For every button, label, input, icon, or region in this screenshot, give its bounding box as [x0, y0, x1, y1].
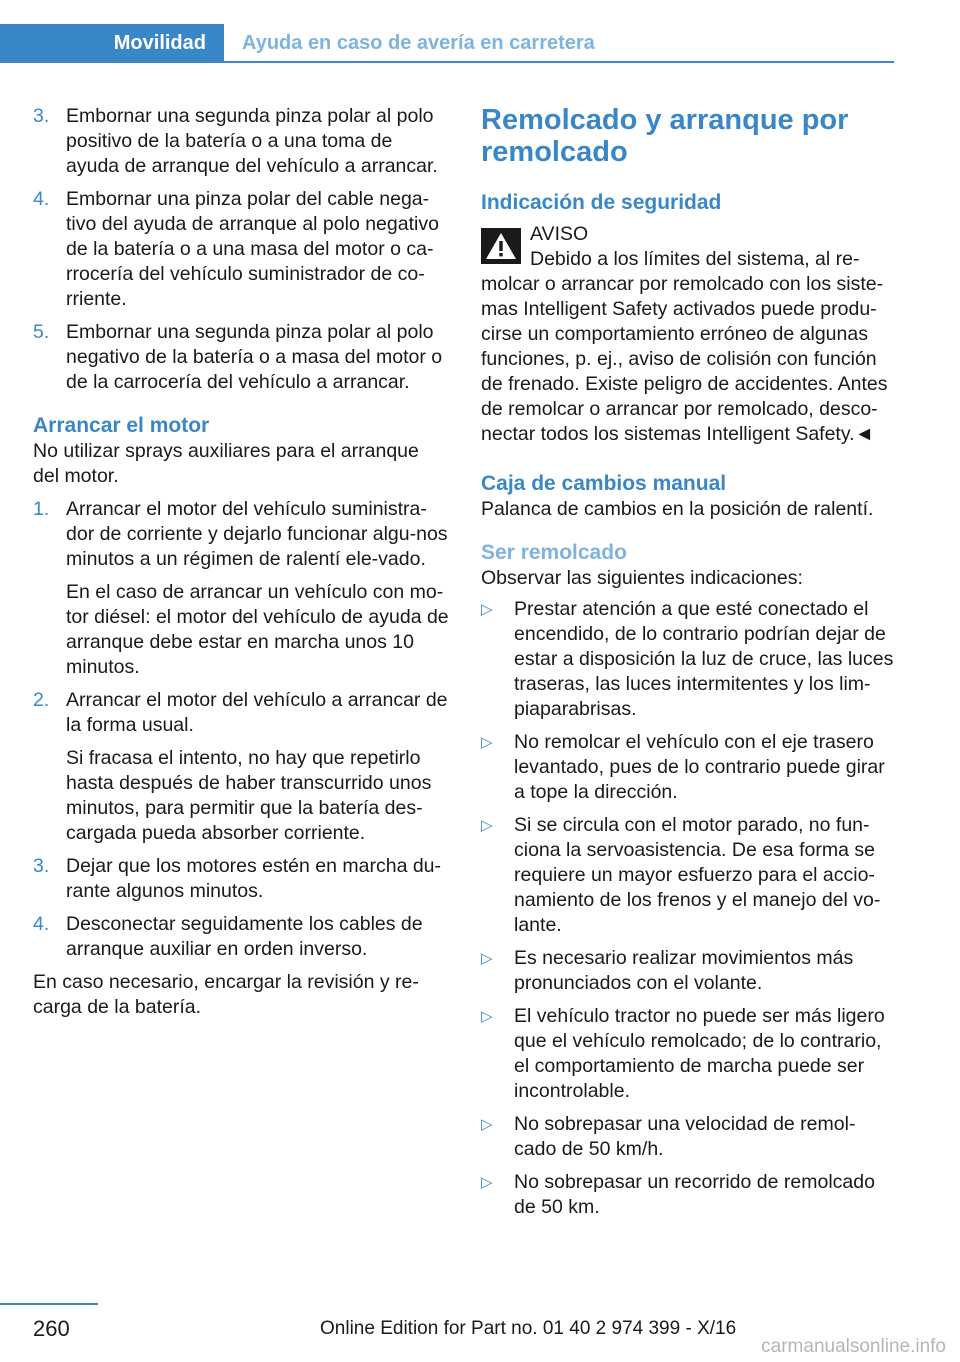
- list-item: [481, 1112, 897, 1162]
- bullet-triangle-icon: ▷: [481, 734, 493, 751]
- section-heading-start-engine: Arrancar el motor: [33, 414, 210, 437]
- towing-instructions-list: [481, 597, 897, 1220]
- list-item: [33, 688, 449, 846]
- page-header: [0, 0, 894, 64]
- list-item: [481, 813, 897, 938]
- warning-line-1: Debido a los límites del sistema, al re‐: [530, 248, 860, 270]
- step-text: Desconectar seguidamente los cables de arranque auxiliar en orden inverso.: [66, 913, 423, 960]
- bullet-text: Es necesario realizar movimientos más pronunciados con el volante.: [514, 947, 854, 994]
- watermark: carmanualsonline.info: [761, 1336, 946, 1357]
- bullet-triangle-icon: ▷: [481, 1116, 493, 1133]
- bullet-triangle-icon: ▷: [481, 1008, 493, 1025]
- connect-steps-list: [33, 104, 449, 395]
- bullet-text: No remolcar el vehículo con el eje trasero levantado, pues de lo contrario puede girar a tope la dirección.: [514, 731, 885, 803]
- step-text: Embornar una segunda pinza polar al polo negativo de la batería o a masa del motor o de la carrocería del vehículo a arrancar.: [66, 321, 443, 393]
- start-steps-list: [33, 497, 449, 962]
- step-text: Embornar una pinza polar del cable nega‐tivo del ayuda de arranque al polo negativo de la batería o a una masa del motor o ca‐rrocería del vehículo suministrador de co‐rriente.: [66, 188, 439, 310]
- header-rule: [0, 61, 894, 63]
- list-item: [33, 187, 449, 312]
- warning-notice: [481, 222, 897, 447]
- footer-rule: [0, 1303, 98, 1305]
- bullet-triangle-icon: ▷: [481, 817, 493, 834]
- list-item: [33, 104, 449, 179]
- step-text: Si fracasa el intento, no hay que repetirlo hasta después de haber transcurrido unos minutos, para permitir que la batería des‐cargada pueda absorber corriente.: [66, 747, 432, 844]
- step-text: Embornar una segunda pinza polar al polo positivo de la batería o a una toma de ayuda de arranque del vehículo a arrancar.: [66, 105, 438, 177]
- section-heading-safety: Indicación de seguridad: [481, 191, 722, 214]
- step-number: 3.: [33, 105, 50, 127]
- list-item: [481, 1004, 897, 1104]
- warning-text: [481, 222, 897, 447]
- list-item: [481, 597, 897, 722]
- step-number: 1.: [33, 498, 50, 520]
- step-text: Arrancar el motor del vehículo a arrancar de la forma usual.: [66, 689, 448, 736]
- bullet-text: Prestar atención a que esté conectado el encendido, de lo contrario podrían dejar de estar a disposición la luz de cruce, las luces traseras, las luces intermitentes y los lim‐piaparabrisas.: [514, 598, 894, 720]
- section-heading-manual-gearbox: Caja de cambios manual: [481, 472, 727, 495]
- list-item: [481, 1170, 897, 1220]
- right-column: [481, 104, 897, 1228]
- left-column: [33, 104, 449, 1020]
- step-text: En el caso de arrancar un vehículo con mo‐tor diésel: el motor del vehículo de ayuda de arranque debe estar en marcha unos 10 minutos.: [66, 581, 449, 678]
- chapter-title[interactable]: Ayuda en caso de avería en carretera: [242, 32, 595, 54]
- bullet-triangle-icon: ▷: [481, 601, 493, 618]
- towed-intro-text: Observar las siguientes indicaciones:: [481, 567, 803, 589]
- warning-triangle-icon: [481, 228, 521, 264]
- list-item: [33, 320, 449, 395]
- bullet-text: Si se circula con el motor parado, no fun‐ciona la servoasistencia. De esa forma se requiere un mayor esfuerzo para el accio‐namiento de los frenos y el manejo del vo‐lante.: [514, 814, 881, 936]
- bullet-triangle-icon: ▷: [481, 950, 493, 967]
- step-number: 4.: [33, 188, 50, 210]
- start-intro-text: No utilizar sprays auxiliares para el arranque del motor.: [33, 440, 419, 487]
- edition-text: Online Edition for Part no. 01 40 2 974 399 - X/16: [320, 1318, 737, 1339]
- bullet-text: El vehículo tractor no puede ser más ligero que el vehículo remolcado; de lo contrario, el comportamiento de marcha puede ser incontrolable.: [514, 1005, 885, 1102]
- section-heading-being-towed: Ser remolcado: [481, 541, 627, 564]
- list-item: [481, 730, 897, 805]
- warning-body: molcar o arrancar por remolcado con los siste‐mas Intelligent Safety activados puede produ‐cirse un comportamiento erróneo de algunas funciones, p. ej., aviso de colisión con función de frenado. Existe peligro de accidentes. Antes de remolcar o arrancar por remolcado, desco‐nectar todos los sistemas Intelligent Safety.◄: [481, 273, 888, 445]
- step-text: Dejar que los motores estén en marcha du‐rante algunos minutos.: [66, 855, 442, 902]
- warning-label: AVISO: [530, 223, 589, 245]
- bullet-text: No sobrepasar una velocidad de remol‐cado de 50 km/h.: [514, 1113, 856, 1160]
- list-item: [33, 854, 449, 904]
- section-tab[interactable]: Movilidad: [0, 24, 224, 62]
- step-number: 5.: [33, 321, 50, 343]
- list-item: [33, 497, 449, 680]
- bullet-text: No sobrepasar un recorrido de remolcado de 50 km.: [514, 1171, 875, 1218]
- closing-text: En caso necesario, encargar la revisión y re‐carga de la batería.: [33, 971, 419, 1018]
- bullet-triangle-icon: ▷: [481, 1174, 493, 1191]
- list-item: [33, 912, 449, 962]
- page-number: 260: [33, 1316, 70, 1341]
- step-text: Arrancar el motor del vehículo suministra‐dor de corriente y dejarlo funcionar algu‐nos minutos a un régimen de ralentí ele‐vado.: [66, 498, 448, 570]
- step-number: 3.: [33, 855, 50, 877]
- step-number: 2.: [33, 689, 50, 711]
- step-number: 4.: [33, 913, 50, 935]
- main-heading-towing: Remolcado y arranque por remolcado: [481, 104, 849, 168]
- list-item: [481, 946, 897, 996]
- manual-gearbox-text: Palanca de cambios en la posición de ralentí.: [481, 498, 874, 520]
